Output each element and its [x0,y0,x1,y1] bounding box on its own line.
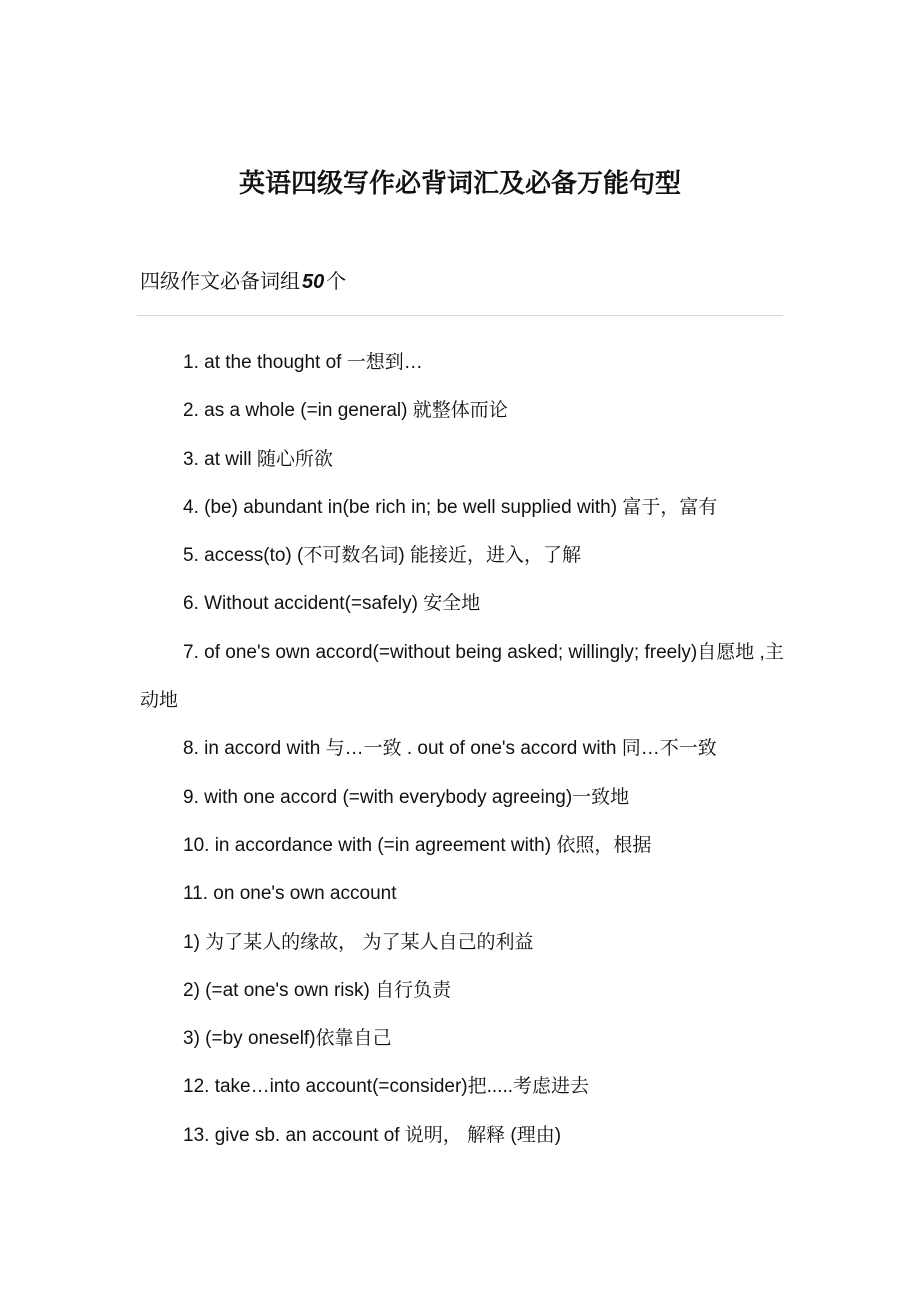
phrase-list [140,339,786,1160]
list-item: 4. (be) abundant in(be rich in; be well supplied with) 富于，富有 [183,496,718,518]
list-item: 6. Without accident(=safely) 安全地 [183,593,481,615]
list-item: 7. of one's own accord(=without being asked; willingly; freely)自愿地 ,主动地 [140,641,784,712]
list-item: 3) (=by oneself)依靠自己 [183,1028,392,1050]
list-item: 3. at will 随心所欲 [183,448,333,470]
list-item: 10. in accordance with (=in agreement with) 依照，根据 [183,834,652,856]
list-item: 11. on one's own account [183,883,397,905]
section-heading-suffix: 个 [326,271,347,293]
list-item: 5. access(to) (不可数名词) 能接近，进入，了解 [183,545,581,567]
section-heading-count: 50 [302,271,325,293]
section-heading [140,266,346,298]
list-item: 12. take…into account(=consider)把.....考虑进去 [183,1076,590,1098]
list-item: 13. give sb. an account of 说明， 解释 (理由) [183,1124,562,1146]
section-heading-text: 四级作文必备词组 [140,271,300,293]
list-item: 1) 为了某人的缘故， 为了某人自己的利益 [183,931,534,953]
list-item: 2. as a whole (=in general) 就整体而论 [183,400,508,422]
document-title: 英语四级写作必背词汇及必备万能句型 [238,169,681,199]
section-divider [137,315,783,316]
list-item: 1. at the thought of 一想到… [183,352,423,373]
list-item: 9. with one accord (=with everybody agreeing)一致地 [183,786,630,808]
list-item: 8. in accord with 与…一致 . out of one's accord with 同…不一致 [183,738,717,760]
list-item: 2) (=at one's own risk) 自行负责 [183,979,452,1001]
